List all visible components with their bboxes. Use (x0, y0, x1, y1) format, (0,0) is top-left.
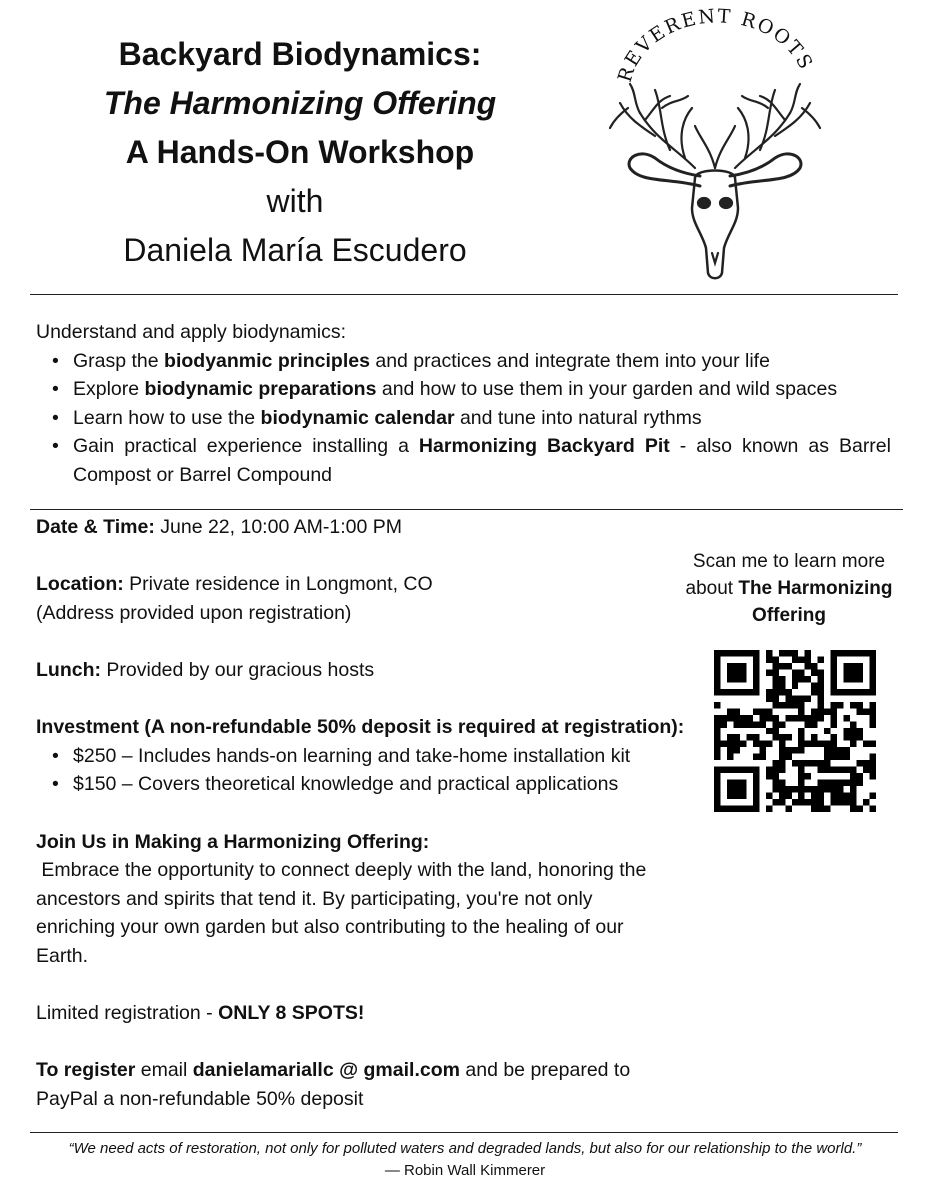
details-section (36, 513, 696, 1113)
location-note: (Address provided upon registration) (36, 601, 352, 624)
lunch: Lunch: Provided by our gracious hosts (36, 658, 375, 681)
list-item: • Gain practical experience installing a Harmonizing Backyard Pit - also known as Barrel Compost or Barrel Compound (36, 432, 891, 489)
join-text: Embrace the opportunity to connect deeply with the land, honoring the ancestors and spirits that tend it. By participating, you're not only enriching your own garden but also contributing to the healing of our Earth. (36, 859, 652, 967)
qr-modules (714, 650, 876, 812)
divider-middle (30, 509, 903, 510)
title-line-3: A Hands-On Workshop (125, 134, 475, 170)
reverent-roots-logo (600, 8, 830, 293)
intro-section (36, 318, 892, 490)
investment-heading: Investment (A non-refundable 50% deposit is required at registration): (36, 716, 685, 739)
divider-top (30, 294, 898, 295)
list-item: • $150 – Covers theoretical knowledge and practical applications (36, 770, 696, 799)
investment-list (36, 742, 696, 799)
limited-registration: Limited registration - ONLY 8 SPOTS! (36, 1002, 365, 1025)
intro-bullet-list (36, 347, 892, 490)
list-item: • Explore biodynamic preparations and how to use them in your garden and wild spaces (36, 375, 892, 404)
qr-caption-line-2: about The Harmonizing (685, 578, 893, 599)
qr-caption-line-3: Offering (752, 605, 826, 626)
list-item: • Learn how to use the biodynamic calendar and tune into natural rythms (36, 404, 892, 433)
presenter-name: Daniela María Escudero (123, 232, 467, 268)
qr-caption-line-1: Scan me to learn more (692, 551, 886, 572)
date-time: Date & Time: June 22, 10:00 AM-1:00 PM (36, 516, 402, 538)
title-block (60, 30, 540, 275)
title-line-2: The Harmonizing Offering (103, 85, 497, 121)
quote-attribution: — Robin Wall Kimmerer (384, 1162, 546, 1179)
quote-text: “We need acts of restoration, not only for polluted waters and degraded lands, but also for our relationship to the world.” (68, 1140, 862, 1157)
ram-skull-tree-icon (600, 8, 830, 293)
qr-code-icon (714, 650, 876, 812)
list-item: • Grasp the biodyanmic principles and practices and integrate them into your life (36, 347, 892, 376)
qr-code[interactable] (714, 650, 876, 812)
divider-bottom (30, 1132, 898, 1133)
list-item: • $250 – Includes hands-on learning and take-home installation kit (36, 742, 696, 771)
intro-heading: Understand and apply biodynamics: (36, 321, 347, 343)
quote-block (20, 1138, 910, 1182)
join-heading: Join Us in Making a Harmonizing Offering: (36, 830, 430, 853)
register-email[interactable]: danielamariallc @ gmail.com (192, 1059, 460, 1082)
register-info: To register email danielamariallc @ gmail.com and be prepared to PayPal a non-refundable 50% deposit (36, 1059, 631, 1110)
qr-caption (680, 548, 898, 629)
title-with: with (266, 183, 324, 219)
location: Location: Private residence in Longmont, CO (36, 573, 433, 596)
title-line-1: Backyard Biodynamics: (118, 36, 482, 72)
logo-text: REVERENT ROOTS (613, 8, 818, 85)
